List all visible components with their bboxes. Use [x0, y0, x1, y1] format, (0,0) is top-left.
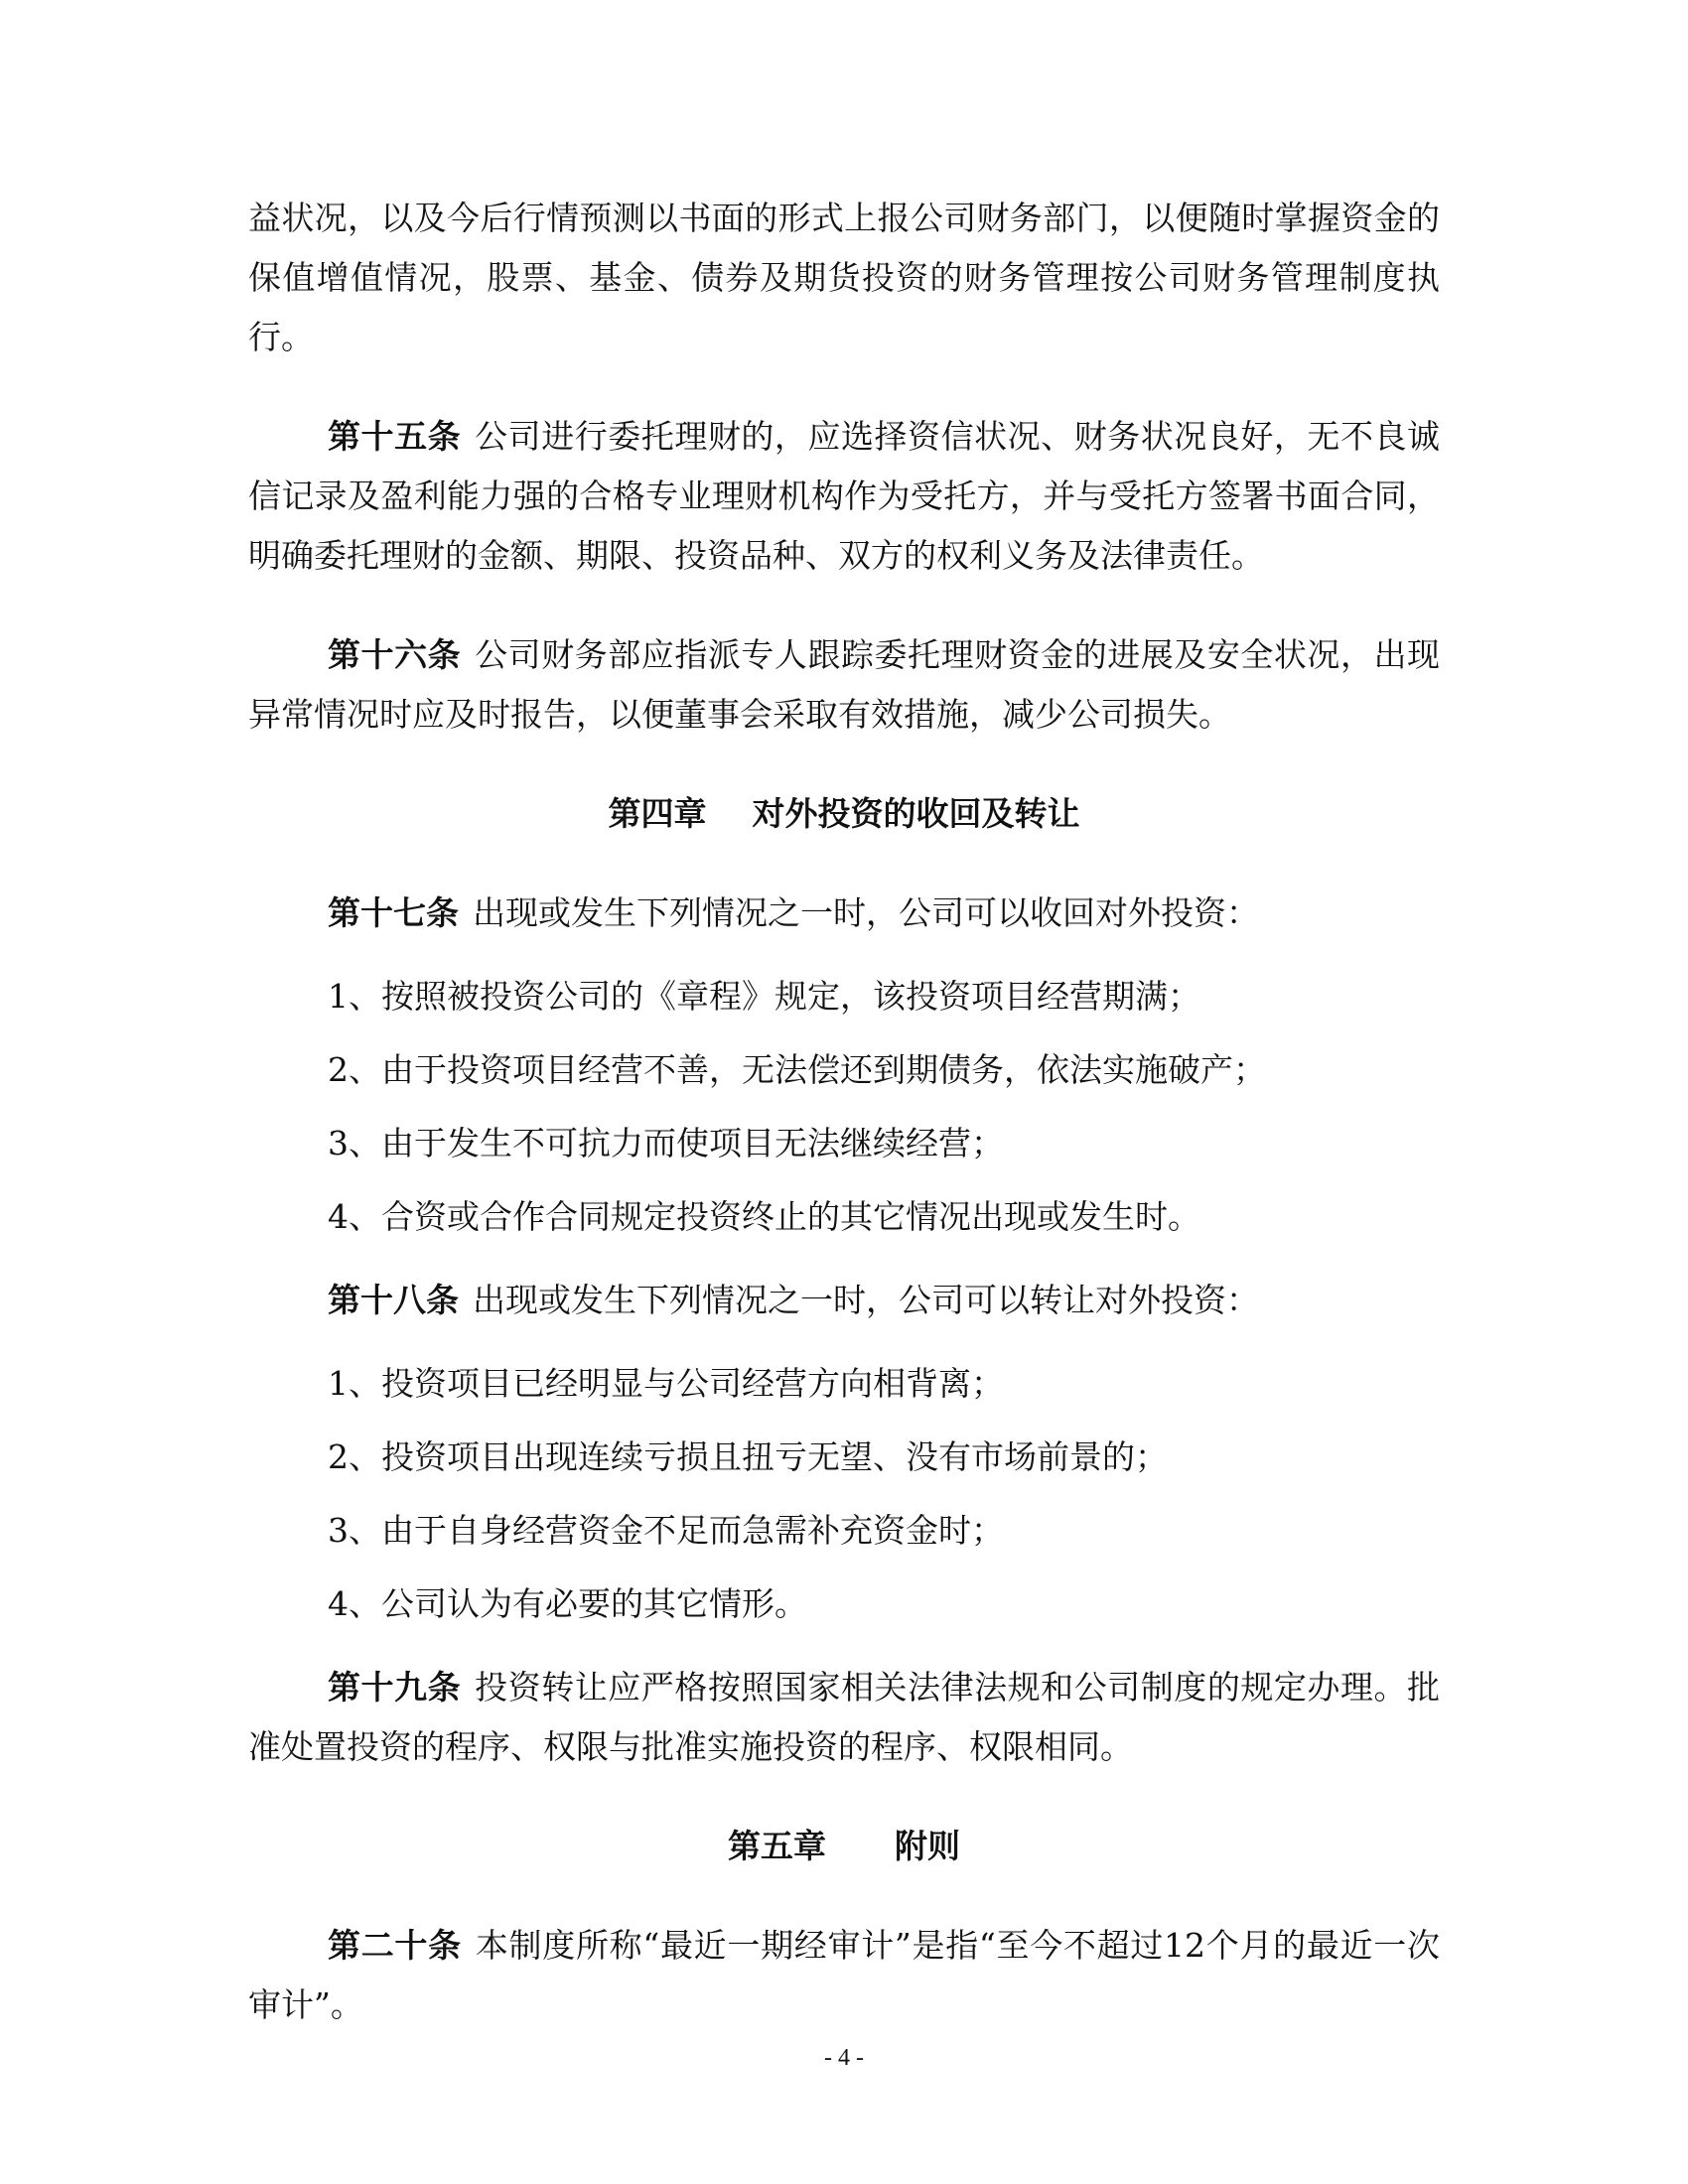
- list-item: 4、合资或合作合同规定投资终止的其它情况出现或发生时。: [328, 1197, 1200, 1236]
- continuation-paragraph: [248, 189, 1440, 367]
- article-number: 第十五条: [328, 417, 462, 456]
- article-number: 第十六条: [328, 635, 462, 674]
- article-number: 第十七条: [328, 893, 459, 932]
- document-page: [248, 189, 1440, 2075]
- article-18: [248, 1271, 1440, 1330]
- article-17: [248, 884, 1440, 943]
- article-number: 第十八条: [328, 1281, 459, 1319]
- chapter-5-heading: 第五章 附则: [728, 1827, 960, 1865]
- article-number: 第二十条: [328, 1926, 462, 1965]
- list-item: 2、由于投资项目经营不善，无法偿还到期债务，依法实施破产；: [328, 1050, 1266, 1089]
- list-item: 1、按照被投资公司的《章程》规定，该投资项目经营期满；: [328, 977, 1200, 1016]
- article-16: [248, 625, 1440, 745]
- article-text: 公司进行委托理财的，应选择资信状况、财务状况良好，无不良诚信记录及盈利能力强的合格专业理财机构作为受托方，并与受托方签署书面合同，明确委托理财的金额、期限、投资品种、双方的权利义务及法律责任。: [248, 417, 1440, 575]
- article-number: 第十九条: [328, 1668, 462, 1706]
- list-item: 1、投资项目已经明显与公司经营方向相背离；: [328, 1364, 1004, 1403]
- article-17-list: [248, 967, 1440, 1247]
- paragraph-text: 益状况，以及今后行情预测以书面的形式上报公司财务部门，以便随时掌握资金的保值增值情况，股票、基金、债券及期货投资的财务管理按公司财务管理制度执行。: [248, 199, 1440, 356]
- article-text: 投资转让应严格按照国家相关法律法规和公司制度的规定办理。批准处置投资的程序、权限与批准实施投资的程序、权限相同。: [248, 1668, 1440, 1766]
- page-number: - 4 -: [824, 2045, 864, 2071]
- article-19: [248, 1658, 1440, 1777]
- article-15: [248, 407, 1440, 586]
- article-18-list: [248, 1354, 1440, 1634]
- article-text: 出现或发生下列情况之一时，公司可以收回对外投资：: [473, 893, 1259, 932]
- list-item: 4、公司认为有必要的其它情形。: [328, 1584, 807, 1623]
- chapter-4-heading: 第四章 对外投资的收回及转让: [608, 794, 1080, 833]
- list-item: 3、由于自身经营资金不足而急需补充资金时；: [328, 1511, 1004, 1550]
- list-item: 2、投资项目出现连续亏损且扭亏无望、没有市场前景的；: [328, 1437, 1168, 1476]
- article-text: 公司财务部应指派专人跟踪委托理财资金的进展及安全状况，出现异常情况时应及时报告，以便董事会采取有效措施，减少公司损失。: [248, 635, 1440, 734]
- article-20: [248, 1916, 1440, 2035]
- list-item: 3、由于发生不可抗力而使项目无法继续经营；: [328, 1124, 1004, 1162]
- article-text: 出现或发生下列情况之一时，公司可以转让对外投资：: [473, 1281, 1259, 1319]
- article-text: 本制度所称“最近一期经审计”是指“至今不超过12个月的最近一次审计”。: [248, 1926, 1441, 2024]
